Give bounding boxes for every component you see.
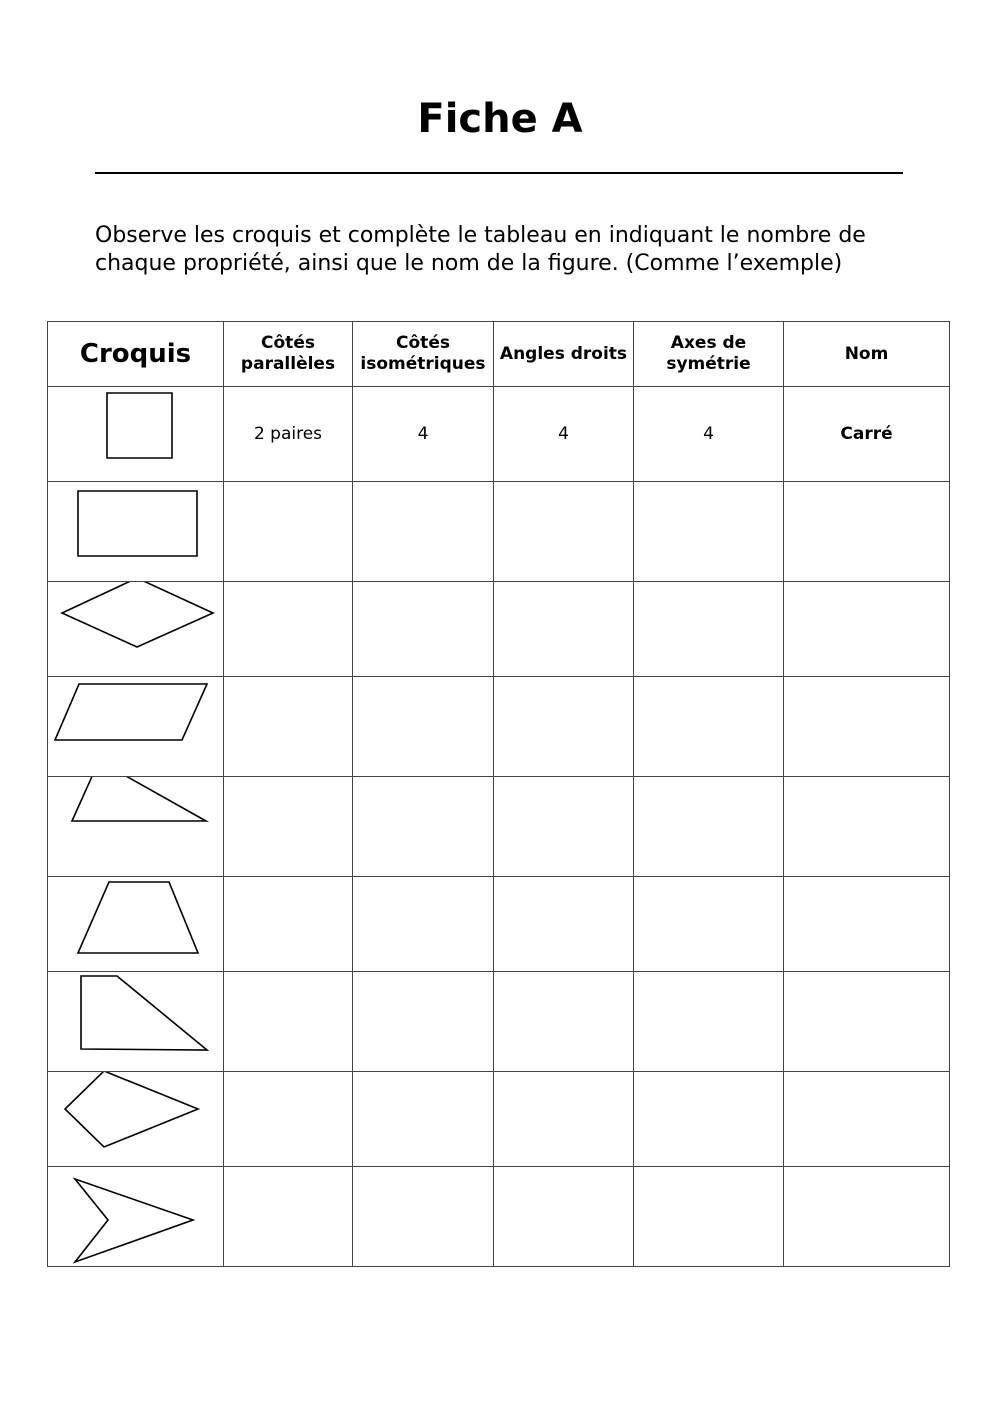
answer-cell[interactable] <box>784 677 950 777</box>
cell-nom: Carré <box>784 387 950 482</box>
answer-cell[interactable] <box>224 1167 353 1267</box>
title-underline <box>95 172 903 174</box>
answer-cell[interactable] <box>494 1072 634 1167</box>
answer-cell[interactable] <box>494 482 634 582</box>
answer-cell[interactable] <box>353 1072 494 1167</box>
table-row <box>48 777 950 877</box>
answer-cell[interactable] <box>224 482 353 582</box>
page-title: Fiche A <box>417 96 583 142</box>
header-cotes-paralleles: Côtés parallèles <box>224 322 353 387</box>
sketch-cell <box>48 677 224 777</box>
answer-cell[interactable] <box>353 877 494 972</box>
answer-cell[interactable] <box>494 777 634 877</box>
answer-cell[interactable] <box>494 677 634 777</box>
rectangle-shape <box>48 482 223 581</box>
sketch-cell <box>48 777 224 877</box>
sketch-cell <box>48 972 224 1072</box>
answer-cell[interactable] <box>224 972 353 1072</box>
sketch-cell <box>48 1072 224 1167</box>
parallelogram-shape <box>48 677 223 776</box>
answer-cell[interactable] <box>353 1167 494 1267</box>
header-axes-symetrie: Axes de symétrie <box>634 322 784 387</box>
answer-cell[interactable] <box>494 1167 634 1267</box>
answer-cell[interactable] <box>634 877 784 972</box>
sketch-cell <box>48 1167 224 1267</box>
header-angles-droits: Angles droits <box>494 322 634 387</box>
answer-cell[interactable] <box>634 1167 784 1267</box>
answer-cell[interactable] <box>353 677 494 777</box>
rhombus-shape <box>48 582 223 676</box>
sketch-cell <box>48 387 224 482</box>
table-row-example <box>48 387 950 482</box>
sketch-cell <box>48 482 224 582</box>
square-shape <box>48 387 223 481</box>
answer-cell[interactable] <box>634 777 784 877</box>
sketch-cell <box>48 877 224 972</box>
answer-cell[interactable] <box>224 777 353 877</box>
instructions: Observe les croquis et complète le tableau en indiquant le nombre de chaque propriété, ainsi que le nom de la figure. (Comme l’exemple) <box>95 223 866 276</box>
table-row <box>48 582 950 677</box>
header-nom: Nom <box>784 322 950 387</box>
answer-cell[interactable] <box>634 677 784 777</box>
header-row <box>48 322 950 387</box>
answer-cell[interactable] <box>224 1072 353 1167</box>
arrowhead-shape <box>48 1167 223 1266</box>
right-trapezoid-shape <box>48 972 223 1071</box>
isosceles-trapezoid-shape <box>48 877 223 971</box>
kite-shape <box>48 1072 223 1166</box>
table-row <box>48 972 950 1072</box>
answer-cell[interactable] <box>494 972 634 1072</box>
answer-cell[interactable] <box>784 777 950 877</box>
answer-cell[interactable] <box>634 972 784 1072</box>
cell-cotes-isometriques: 4 <box>353 387 494 482</box>
answer-cell[interactable] <box>224 582 353 677</box>
answer-cell[interactable] <box>353 482 494 582</box>
answer-cell[interactable] <box>784 1072 950 1167</box>
answer-cell[interactable] <box>784 972 950 1072</box>
cell-angles-droits: 4 <box>494 387 634 482</box>
table-row <box>48 877 950 972</box>
table-row <box>48 1072 950 1167</box>
properties-table <box>47 321 950 1267</box>
answer-cell[interactable] <box>784 1167 950 1267</box>
header-cotes-isometriques: Côtés isométriques <box>353 322 494 387</box>
answer-cell[interactable] <box>494 877 634 972</box>
table-row <box>48 1167 950 1267</box>
answer-cell[interactable] <box>224 677 353 777</box>
sketch-cell <box>48 582 224 677</box>
header-croquis: Croquis <box>48 322 224 387</box>
answer-cell[interactable] <box>784 877 950 972</box>
answer-cell[interactable] <box>784 582 950 677</box>
answer-cell[interactable] <box>634 482 784 582</box>
table-row <box>48 677 950 777</box>
answer-cell[interactable] <box>784 482 950 582</box>
table-row <box>48 482 950 582</box>
answer-cell[interactable] <box>224 877 353 972</box>
answer-cell[interactable] <box>634 582 784 677</box>
trapezoid-shape <box>48 777 223 876</box>
answer-cell[interactable] <box>634 1072 784 1167</box>
answer-cell[interactable] <box>353 972 494 1072</box>
answer-cell[interactable] <box>353 777 494 877</box>
answer-cell[interactable] <box>494 582 634 677</box>
answer-cell[interactable] <box>353 582 494 677</box>
cell-cotes-paralleles: 2 paires <box>224 387 353 482</box>
cell-axes-symetrie: 4 <box>634 387 784 482</box>
